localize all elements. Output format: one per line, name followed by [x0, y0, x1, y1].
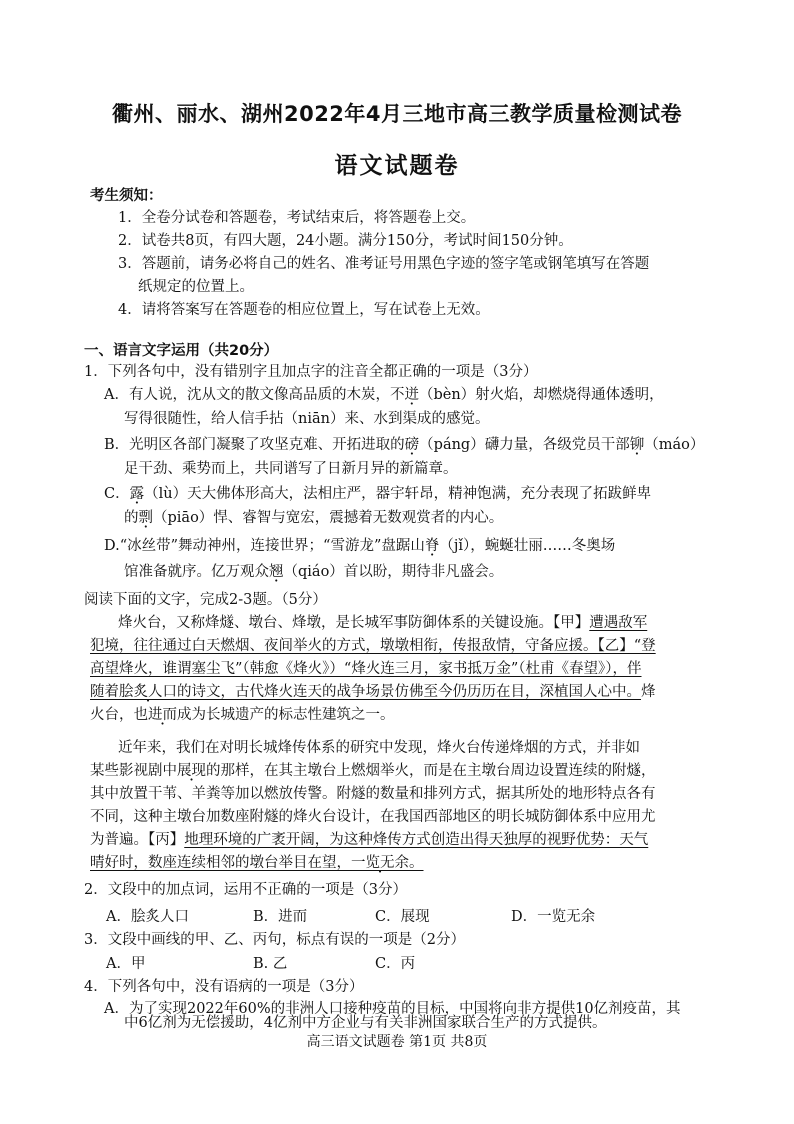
passage-line: 近年来，我们在对明长城烽传体系的研究中发现，烽火台传递烽烟的方式，并非如 — [118, 740, 640, 756]
passage-line: 随着脍炙人口的诗文，古代烽火连天的战争场景仿佛至今仍历历在目，深植国人心中。烽 — [90, 684, 656, 700]
option-a-cont: 中6亿剂为无偿援助，4亿剂中方企业与有关非洲国家联合生产的方式提供。 — [124, 1015, 607, 1031]
page-subtitle: 语文试题卷 — [334, 153, 460, 179]
section-heading: 一、语言文字运用（共20分） — [84, 343, 279, 359]
passage-line: 不同，这种主墩台加数座附燧的烽火台设计，在我国西部地区的明长城防御体系中应用尤 — [90, 809, 656, 825]
notice-item: 纸规定的位置上。 — [138, 279, 254, 295]
notice-heading: 考生须知： — [90, 188, 163, 204]
question-stem: 4．下列各句中，没有语病的一项是（3分） — [84, 979, 364, 995]
reading-intro: 阅读下面的文字，完成2-3题。（5分） — [84, 592, 327, 608]
option-d: D．一览无余 — [511, 909, 596, 925]
option-c: C．露（lù）天大佛体形高大，法相庄严，器宇轩昂，精神饱满，充分表现了拓跋鲜卑 — [104, 486, 652, 502]
passage-line: 其中放置干苇、羊粪等加以燃放传警。附燧的数量和排列方式，据其所处的地形特点各有 — [90, 786, 656, 802]
passage-line: 火台，也进而成为长城遗产的标志性建筑之一。 — [90, 707, 395, 723]
option-b: B．进而 — [253, 909, 308, 925]
option-a: A．有人说，沈从文的散文像高品质的木炭，不迸（bèn）射火焰，却燃烧得通体透明， — [104, 387, 664, 403]
option-b: B. 乙 — [253, 956, 288, 972]
notice-item: 2．试卷共8页，有四大题，24小题。满分150分，考试时间150分钟。 — [118, 233, 573, 249]
option-a: A．脍炙人口 — [106, 909, 189, 925]
question-stem: 2．文段中的加点词，运用不正确的一项是（3分） — [84, 882, 407, 898]
notice-item: 4．请将答案写在答题卷的相应位置上，写在试卷上无效。 — [118, 302, 490, 318]
option-d: D.“冰丝带”舞动神州，连接世界；“雪游龙”盘踞山脊（jǐ），蜿蜒壮丽……冬奥场 — [104, 538, 616, 554]
passage-line: 高望烽火，谁谓塞尘飞”（韩愈《烽火》）“烽火连三月，家书抵万金”（杜甫《春望》），伴 — [90, 661, 642, 677]
passage-line: 犯境，往往通过白天燃烟、夜间举火的方式，墩墩相衔，传报敌情，守备应援。【乙】“登 — [90, 638, 656, 654]
option-a: A．为了实现2022年60%的非洲人口接种疫苗的目标，中国将向非方提供10亿剂疫苗，其 — [104, 1001, 681, 1017]
option-c-cont: 的剽（piāo）悍、睿智与宽宏，震撼着无数观赏者的内心。 — [124, 510, 504, 526]
option-a: A．甲 — [106, 956, 146, 972]
passage-line: 为普遍。【丙】地理环境的广袤开阔，为这种烽传方式创造出得天独厚的视野优势：天气 — [90, 832, 649, 848]
question-stem: 1．下列各句中，没有错别字且加点字的注音全都正确的一项是（3分） — [84, 364, 538, 380]
passage-line: 烽火台，又称烽燧、墩台、烽墩，是长城军事防御体系的关键设施。【甲】遭遇敌军 — [118, 615, 648, 631]
notice-item: 1．全卷分试卷和答题卷，考试结束后，将答题卷上交。 — [118, 210, 476, 226]
option-b-cont: 足干劲、乘势而上，共同谱写了日新月异的新篇章。 — [124, 461, 458, 477]
question-stem: 3．文段中画线的甲、乙、丙句，标点有误的一项是（2分） — [84, 932, 465, 948]
option-d-cont: 馆准备就序。亿万观众翘（qiáo）首以盼，期待非凡盛会。 — [124, 564, 504, 580]
option-c: C．展现 — [375, 909, 430, 925]
page-title: 衢州、丽水、湖州2022年4月三地市高三教学质量检测试卷 — [111, 102, 683, 126]
option-b: B．光明区各部门凝聚了攻坚克难、开拓进取的磅（páng）礴力量，各级党员干部铆（máo） — [104, 437, 705, 453]
option-c: C．丙 — [375, 956, 416, 972]
page-footer: 高三语文试题卷 第1页 共8页 — [306, 1034, 488, 1050]
option-a-cont: 写得很随性，给人信手拈（niān）来、水到渠成的感觉。 — [124, 411, 490, 427]
notice-item: 3．答题前，请务必将自己的姓名、准考证号用黑色字迹的签字笔或钢笔填写在答题 — [118, 256, 650, 272]
passage-line: 某些影视剧中展现的那样，在其主墩台上燃烟举火，而是在主墩台周边设置连续的附燧， — [90, 763, 656, 779]
passage-line: 晴好时，数座连续相邻的墩台举目在望，一览无余。 — [90, 855, 424, 871]
